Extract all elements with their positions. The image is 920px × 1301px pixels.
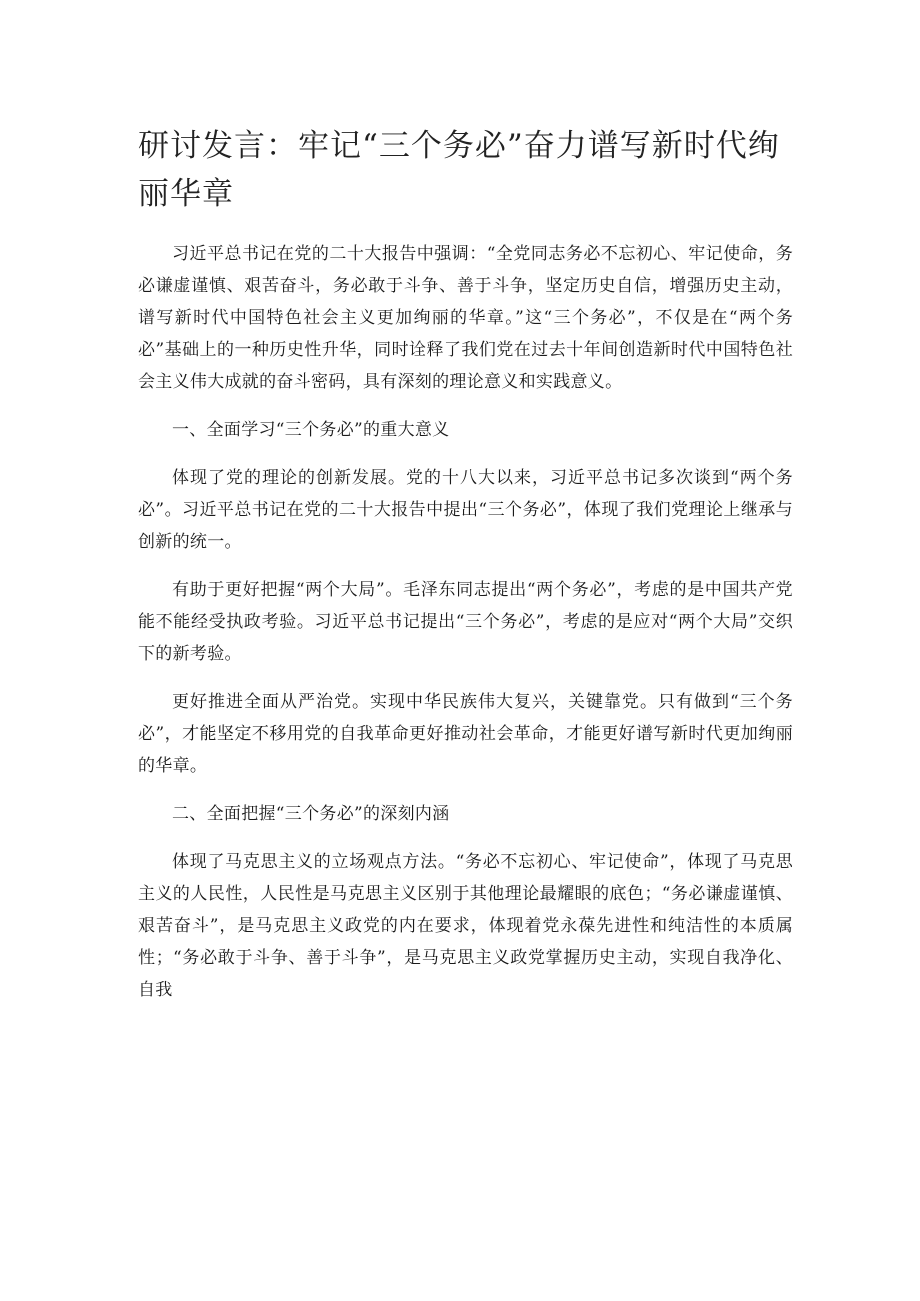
- body-paragraph: 体现了马克思主义的立场观点方法。“务必不忘初心、牢记使命”，体现了马克思主义的人民性，人民性是马克思主义区别于其他理论最耀眼的底色；“务必谦虚谨慎、艰苦奋斗”，是马克思主义政党的内在要求，体现着党永葆先进性和纯洁性的本质属性；“务必敢于斗争、善于斗争”，是马克思主义政党掌握历史主动，实现自我净化、自我: [138, 852, 793, 1000]
- section-heading-1: 一、全面学习“三个务必”的重大意义: [172, 420, 450, 440]
- document-body: [138, 238, 793, 1022]
- document-title: 研讨发言：牢记“三个务必”奋力谱写新时代绚丽华章: [138, 128, 780, 212]
- section-heading-2: 二、全面把握“三个务必”的深刻内涵: [172, 804, 450, 824]
- intro-paragraph: 习近平总书记在党的二十大报告中强调：“全党同志务必不忘初心、牢记使命，务必谦虚谨慎、艰苦奋斗，务必敢于斗争、善于斗争，坚定历史自信，增强历史主动，谱写新时代中国特色社会主义更加绚丽的华章。”这“三个务必”，不仅是在“两个务必”基础上的一种历史性升华，同时诠释了我们党在过去十年间创造新时代中国特色社会主义伟大成就的奋斗密码，具有深刻的理论意义和实践意义。: [138, 244, 793, 392]
- body-paragraph: 有助于更好把握“两个大局”。毛泽东同志提出“两个务必”，考虑的是中国共产党能不能经受执政考验。习近平总书记提出“三个务必”，考虑的是应对“两个大局”交织下的新考验。: [138, 580, 793, 664]
- body-paragraph: 体现了党的理论的创新发展。党的十八大以来，习近平总书记多次谈到“两个务必”。习近平总书记在党的二十大报告中提出“三个务必”，体现了我们党理论上继承与创新的统一。: [138, 468, 793, 552]
- body-paragraph: 更好推进全面从严治党。实现中华民族伟大复兴，关键靠党。只有做到“三个务必”，才能坚定不移用党的自我革命更好推动社会革命，才能更好谱写新时代更加绚丽的华章。: [138, 692, 793, 776]
